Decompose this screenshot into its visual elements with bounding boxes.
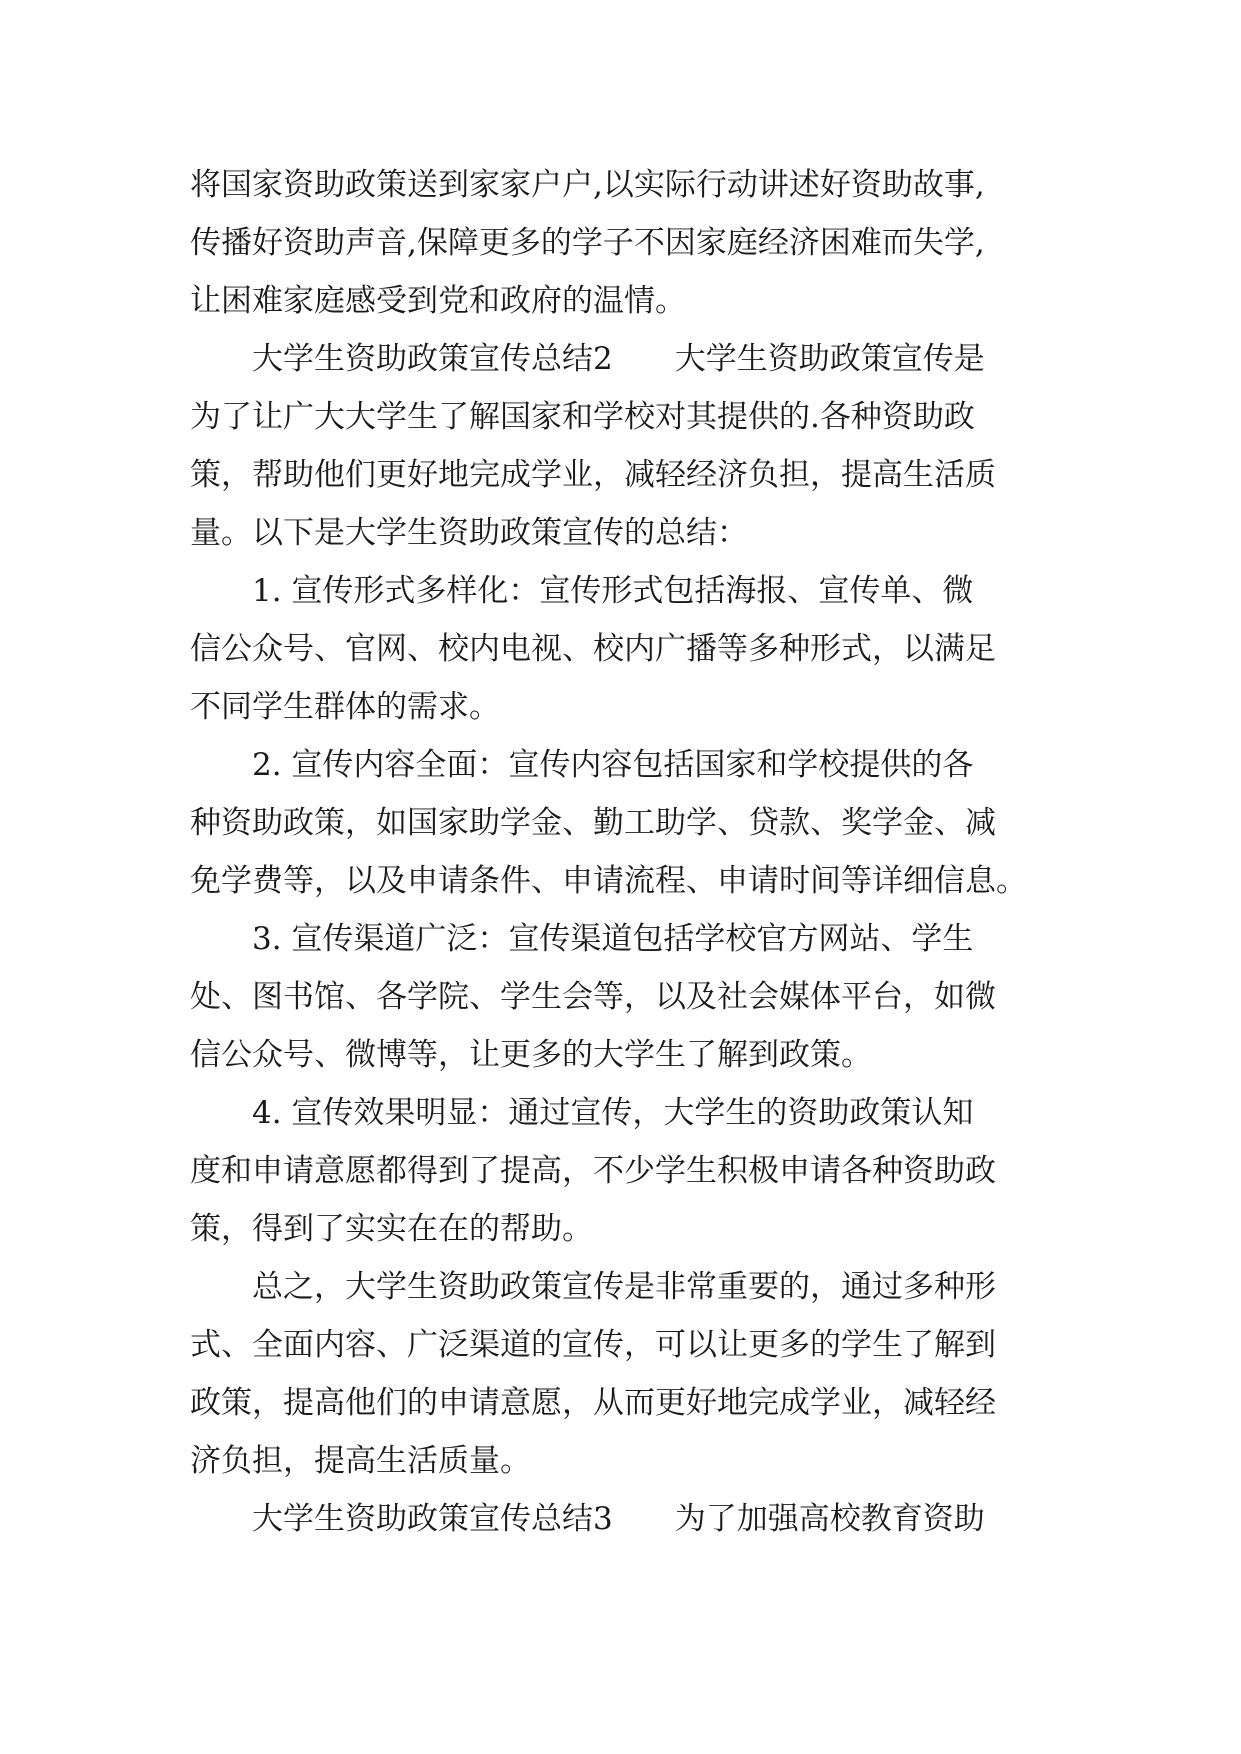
summary-line: 总之，大学生资助政策宣传是非常重要的，通过多种形 (190, 1269, 996, 1305)
text-line: 式、全面内容、广泛渠道的宣传，可以让更多的学生了解到 (190, 1327, 996, 1363)
list-item-line: 3. 宣传渠道广泛：宣传渠道包括学校官方网站、学生 (190, 921, 974, 957)
text-line: 量。以下是大学生资助政策宣传的总结： (190, 515, 748, 551)
text-line: 策，帮助他们更好地完成学业，减轻经济负担，提高生活质 (190, 457, 996, 493)
text-line: 种资助政策，如国家助学金、勤工助学、贷款、奖学金、减 (190, 805, 996, 841)
text-line: 不同学生群体的需求。 (190, 689, 500, 725)
section-heading-line: 大学生资助政策宣传总结2 大学生资助政策宣传是 (190, 341, 985, 377)
list-item-line: 4. 宣传效果明显：通过宣传，大学生的资助政策认知 (190, 1095, 974, 1131)
text-line: 为了让广大大学生了解国家和学校对其提供的.各种资助政 (190, 399, 975, 435)
list-item-line: 1. 宣传形式多样化：宣传形式包括海报、宣传单、微 (190, 573, 974, 609)
section-heading-line: 大学生资助政策宣传总结3 为了加强高校教育资助 (190, 1501, 985, 1537)
text-line: 处、图书馆、各学院、学生会等，以及社会媒体平台，如微 (190, 979, 996, 1015)
text-line: 传播好资助声音,保障更多的学子不因家庭经济困难而失学, (190, 225, 985, 261)
list-item-line: 2. 宣传内容全面：宣传内容包括国家和学校提供的各 (190, 747, 974, 783)
text-line: 信公众号、微博等，让更多的大学生了解到政策。 (190, 1037, 872, 1073)
text-line: 度和申请意愿都得到了提高，不少学生积极申请各种资助政 (190, 1153, 996, 1189)
text-line: 济负担，提高生活质量。 (190, 1443, 531, 1479)
text-line: 将国家资助政策送到家家户户,以实际行动讲述好资助故事, (190, 167, 985, 203)
text-line: 政策，提高他们的申请意愿，从而更好地完成学业，减轻经 (190, 1385, 996, 1421)
text-line: 策，得到了实实在在的帮助。 (190, 1211, 593, 1247)
text-line: 免学费等，以及申请条件、申请流程、申请时间等详细信息。 (190, 863, 1027, 899)
document-body (190, 156, 1052, 1548)
text-line: 让困难家庭感受到党和政府的温情。 (190, 283, 686, 319)
text-line: 信公众号、官网、校内电视、校内广播等多种形式，以满足 (190, 631, 996, 667)
